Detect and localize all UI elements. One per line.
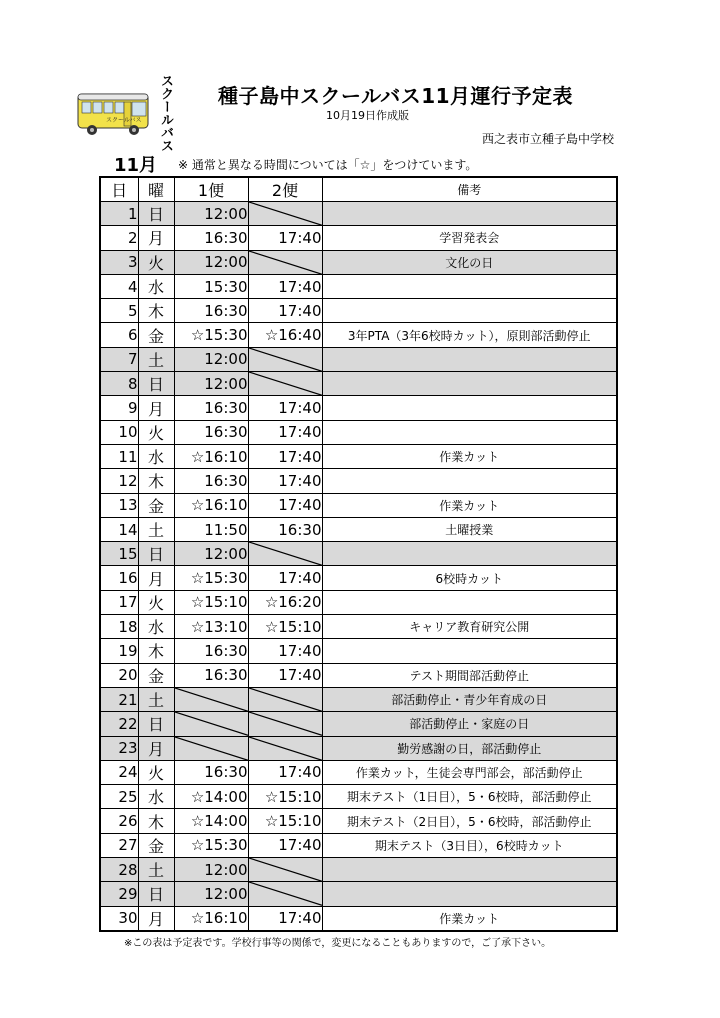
table-row: [100, 517, 617, 541]
bin1-cell: 12:00: [174, 202, 248, 226]
school-name: 西之表市立種子島中学校: [481, 132, 614, 146]
diagonal-line: [249, 688, 322, 711]
weekday-cell: 水: [138, 444, 174, 468]
table-header-row: [100, 177, 617, 202]
bin2-cell: 17:40: [248, 226, 322, 250]
bin2-cell: 17:40: [248, 833, 322, 857]
weekday-cell: 日: [138, 202, 174, 226]
remarks-cell: 部活動停止・家庭の日: [322, 712, 617, 736]
bin2-cell: 17:40: [248, 493, 322, 517]
table-row: [100, 299, 617, 323]
bin1-cell: [174, 736, 248, 760]
bin2-cell: 17:40: [248, 760, 322, 784]
header-bin2: 2便: [248, 177, 322, 202]
bin2-cell: [248, 858, 322, 882]
bin2-cell: [248, 202, 322, 226]
bin2-cell: ☆15:10: [248, 785, 322, 809]
table-row: [100, 906, 617, 931]
weekday-cell: 木: [138, 469, 174, 493]
diagonal-line: [249, 542, 322, 565]
remarks-cell: 期末テスト（1日目），5・6校時，部活動停止: [322, 785, 617, 809]
bin1-cell: 16:30: [174, 663, 248, 687]
weekday-cell: 木: [138, 809, 174, 833]
remarks-cell: [322, 372, 617, 396]
remarks-cell: [322, 274, 617, 298]
remarks-cell: キャリア教育研究公開: [322, 615, 617, 639]
weekday-cell: 木: [138, 299, 174, 323]
header-remarks: 備考: [322, 177, 617, 202]
weekday-cell: 火: [138, 420, 174, 444]
bin1-cell: ☆16:10: [174, 906, 248, 931]
day-cell: 18: [100, 615, 138, 639]
table-row: [100, 615, 617, 639]
bus-sign: スクールバス: [106, 117, 142, 124]
weekday-cell: 月: [138, 226, 174, 250]
weekday-cell: 水: [138, 274, 174, 298]
weekday-cell: 月: [138, 906, 174, 931]
day-cell: 2: [100, 226, 138, 250]
day-cell: 8: [100, 372, 138, 396]
weekday-cell: 水: [138, 785, 174, 809]
bin1-cell: ☆15:30: [174, 566, 248, 590]
bin1-cell: ☆15:10: [174, 590, 248, 614]
day-cell: 26: [100, 809, 138, 833]
remarks-cell: 部活動停止・青少年育成の日: [322, 687, 617, 711]
bin1-cell: 16:30: [174, 299, 248, 323]
day-cell: 13: [100, 493, 138, 517]
table-row: [100, 712, 617, 736]
bin1-cell: 12:00: [174, 882, 248, 906]
bin2-cell: [248, 712, 322, 736]
bin1-cell: 16:30: [174, 226, 248, 250]
weekday-cell: 月: [138, 736, 174, 760]
header-note: ※ 通常と異なる時間については「☆」をつけています。: [178, 158, 478, 172]
table-row: [100, 639, 617, 663]
table-row: [100, 347, 617, 371]
remarks-cell: [322, 590, 617, 614]
bin1-cell: ☆16:10: [174, 493, 248, 517]
day-cell: 10: [100, 420, 138, 444]
diagonal-line: [249, 882, 322, 905]
day-cell: 6: [100, 323, 138, 347]
weekday-cell: 日: [138, 542, 174, 566]
bin2-cell: 17:40: [248, 420, 322, 444]
remarks-cell: 土曜授業: [322, 517, 617, 541]
weekday-cell: 金: [138, 663, 174, 687]
bin1-cell: 16:30: [174, 469, 248, 493]
day-cell: 11: [100, 444, 138, 468]
bin2-cell: 16:30: [248, 517, 322, 541]
remarks-cell: 期末テスト（3日目），6校時カット: [322, 833, 617, 857]
table-row: [100, 542, 617, 566]
table-row: [100, 858, 617, 882]
bin1-cell: 12:00: [174, 250, 248, 274]
bin1-cell: ☆14:00: [174, 809, 248, 833]
bin1-cell: 12:00: [174, 858, 248, 882]
diagonal-line: [249, 712, 322, 735]
bin2-cell: ☆15:10: [248, 809, 322, 833]
weekday-cell: 日: [138, 882, 174, 906]
table-row: [100, 202, 617, 226]
bin2-cell: [248, 347, 322, 371]
diagonal-line: [249, 251, 322, 274]
remarks-cell: 文化の日: [322, 250, 617, 274]
bin2-cell: 17:40: [248, 639, 322, 663]
day-cell: 5: [100, 299, 138, 323]
bin1-cell: [174, 687, 248, 711]
header-dow: 曜: [138, 177, 174, 202]
table-row: [100, 323, 617, 347]
table-row: [100, 760, 617, 784]
bin2-cell: 17:40: [248, 396, 322, 420]
bin2-cell: 17:40: [248, 444, 322, 468]
remarks-cell: [322, 299, 617, 323]
day-cell: 1: [100, 202, 138, 226]
bin1-cell: 16:30: [174, 760, 248, 784]
day-cell: 30: [100, 906, 138, 931]
day-cell: 19: [100, 639, 138, 663]
table-row: [100, 809, 617, 833]
table-row: [100, 444, 617, 468]
bin1-cell: ☆15:30: [174, 323, 248, 347]
footnote: ※この表は予定表です。学校行事等の関係で，変更になることもありますので，ご了承下さい。: [124, 938, 552, 949]
weekday-cell: 金: [138, 323, 174, 347]
remarks-cell: [322, 542, 617, 566]
bin2-cell: ☆16:40: [248, 323, 322, 347]
day-cell: 28: [100, 858, 138, 882]
day-cell: 12: [100, 469, 138, 493]
day-cell: 29: [100, 882, 138, 906]
day-cell: 21: [100, 687, 138, 711]
page-title: 種子島中スクールバス11月運行予定表: [218, 84, 574, 108]
bin1-cell: ☆15:30: [174, 833, 248, 857]
header-bin1: 1便: [174, 177, 248, 202]
weekday-cell: 月: [138, 566, 174, 590]
bin1-cell: 12:00: [174, 347, 248, 371]
bin1-cell: 16:30: [174, 639, 248, 663]
diagonal-line: [249, 858, 322, 881]
bin2-cell: 17:40: [248, 274, 322, 298]
remarks-cell: 3年PTA（3年6校時カット），原則部活動停止: [322, 323, 617, 347]
created-date: 10月19日作成版: [326, 109, 409, 122]
month-label: 11月: [114, 155, 158, 176]
table-row: [100, 226, 617, 250]
remarks-cell: [322, 469, 617, 493]
table-row: [100, 274, 617, 298]
bin2-cell: 17:40: [248, 906, 322, 931]
diagonal-line: [249, 372, 322, 395]
bin1-cell: 12:00: [174, 372, 248, 396]
weekday-cell: 火: [138, 760, 174, 784]
table-row: [100, 882, 617, 906]
day-cell: 23: [100, 736, 138, 760]
bin1-cell: 16:30: [174, 420, 248, 444]
table-row: [100, 493, 617, 517]
day-cell: 17: [100, 590, 138, 614]
bin1-cell: 15:30: [174, 274, 248, 298]
weekday-cell: 日: [138, 712, 174, 736]
day-cell: 20: [100, 663, 138, 687]
bin1-cell: 12:00: [174, 542, 248, 566]
day-cell: 27: [100, 833, 138, 857]
table-row: [100, 687, 617, 711]
table-row: [100, 785, 617, 809]
diagonal-line: [175, 688, 248, 711]
vertical-label: スクールバス: [158, 74, 173, 152]
table-row: [100, 372, 617, 396]
weekday-cell: 月: [138, 396, 174, 420]
weekday-cell: 土: [138, 687, 174, 711]
day-cell: 22: [100, 712, 138, 736]
weekday-cell: 金: [138, 833, 174, 857]
remarks-cell: [322, 882, 617, 906]
schedule-table: [99, 176, 618, 932]
remarks-cell: 期末テスト（2日目），5・6校時，部活動停止: [322, 809, 617, 833]
weekday-cell: 木: [138, 639, 174, 663]
table-row: [100, 663, 617, 687]
day-cell: 16: [100, 566, 138, 590]
remarks-cell: 作業カット: [322, 444, 617, 468]
table-row: [100, 736, 617, 760]
bin2-cell: 17:40: [248, 299, 322, 323]
remarks-cell: 作業カット: [322, 493, 617, 517]
remarks-cell: 勤労感謝の日，部活動停止: [322, 736, 617, 760]
table-row: [100, 590, 617, 614]
diagonal-line: [249, 202, 322, 225]
bin2-cell: ☆16:20: [248, 590, 322, 614]
weekday-cell: 火: [138, 590, 174, 614]
bin2-cell: ☆15:10: [248, 615, 322, 639]
bin1-cell: [174, 712, 248, 736]
day-cell: 4: [100, 274, 138, 298]
school-bus-illustration: [76, 90, 152, 138]
bin1-cell: 11:50: [174, 517, 248, 541]
remarks-cell: [322, 420, 617, 444]
remarks-cell: [322, 639, 617, 663]
remarks-cell: 6校時カット: [322, 566, 617, 590]
remarks-cell: [322, 396, 617, 420]
table-row: [100, 250, 617, 274]
day-cell: 25: [100, 785, 138, 809]
bin1-cell: ☆14:00: [174, 785, 248, 809]
day-cell: 3: [100, 250, 138, 274]
bin2-cell: 17:40: [248, 469, 322, 493]
table-row: [100, 420, 617, 444]
weekday-cell: 金: [138, 493, 174, 517]
bin2-cell: 17:40: [248, 566, 322, 590]
remarks-cell: [322, 202, 617, 226]
day-cell: 15: [100, 542, 138, 566]
remarks-cell: 学習発表会: [322, 226, 617, 250]
bin2-cell: 17:40: [248, 663, 322, 687]
day-cell: 7: [100, 347, 138, 371]
weekday-cell: 土: [138, 517, 174, 541]
weekday-cell: 火: [138, 250, 174, 274]
bin2-cell: [248, 736, 322, 760]
diagonal-line: [175, 712, 248, 735]
bin1-cell: 16:30: [174, 396, 248, 420]
diagonal-line: [249, 737, 322, 760]
weekday-cell: 日: [138, 372, 174, 396]
weekday-cell: 土: [138, 347, 174, 371]
bin1-cell: ☆16:10: [174, 444, 248, 468]
bin2-cell: [248, 687, 322, 711]
remarks-cell: [322, 347, 617, 371]
diagonal-line: [249, 348, 322, 371]
remarks-cell: 作業カット: [322, 906, 617, 931]
table-row: [100, 566, 617, 590]
weekday-cell: 土: [138, 858, 174, 882]
bin1-cell: ☆13:10: [174, 615, 248, 639]
day-cell: 9: [100, 396, 138, 420]
table-row: [100, 396, 617, 420]
bin2-cell: [248, 250, 322, 274]
day-cell: 24: [100, 760, 138, 784]
day-cell: 14: [100, 517, 138, 541]
table-row: [100, 833, 617, 857]
remarks-cell: [322, 858, 617, 882]
remarks-cell: 作業カット，生徒会専門部会，部活動停止: [322, 760, 617, 784]
table-row: [100, 469, 617, 493]
bin2-cell: [248, 372, 322, 396]
remarks-cell: テスト期間部活動停止: [322, 663, 617, 687]
bin2-cell: [248, 542, 322, 566]
weekday-cell: 水: [138, 615, 174, 639]
bin2-cell: [248, 882, 322, 906]
header-day: 日: [100, 177, 138, 202]
diagonal-line: [175, 737, 248, 760]
